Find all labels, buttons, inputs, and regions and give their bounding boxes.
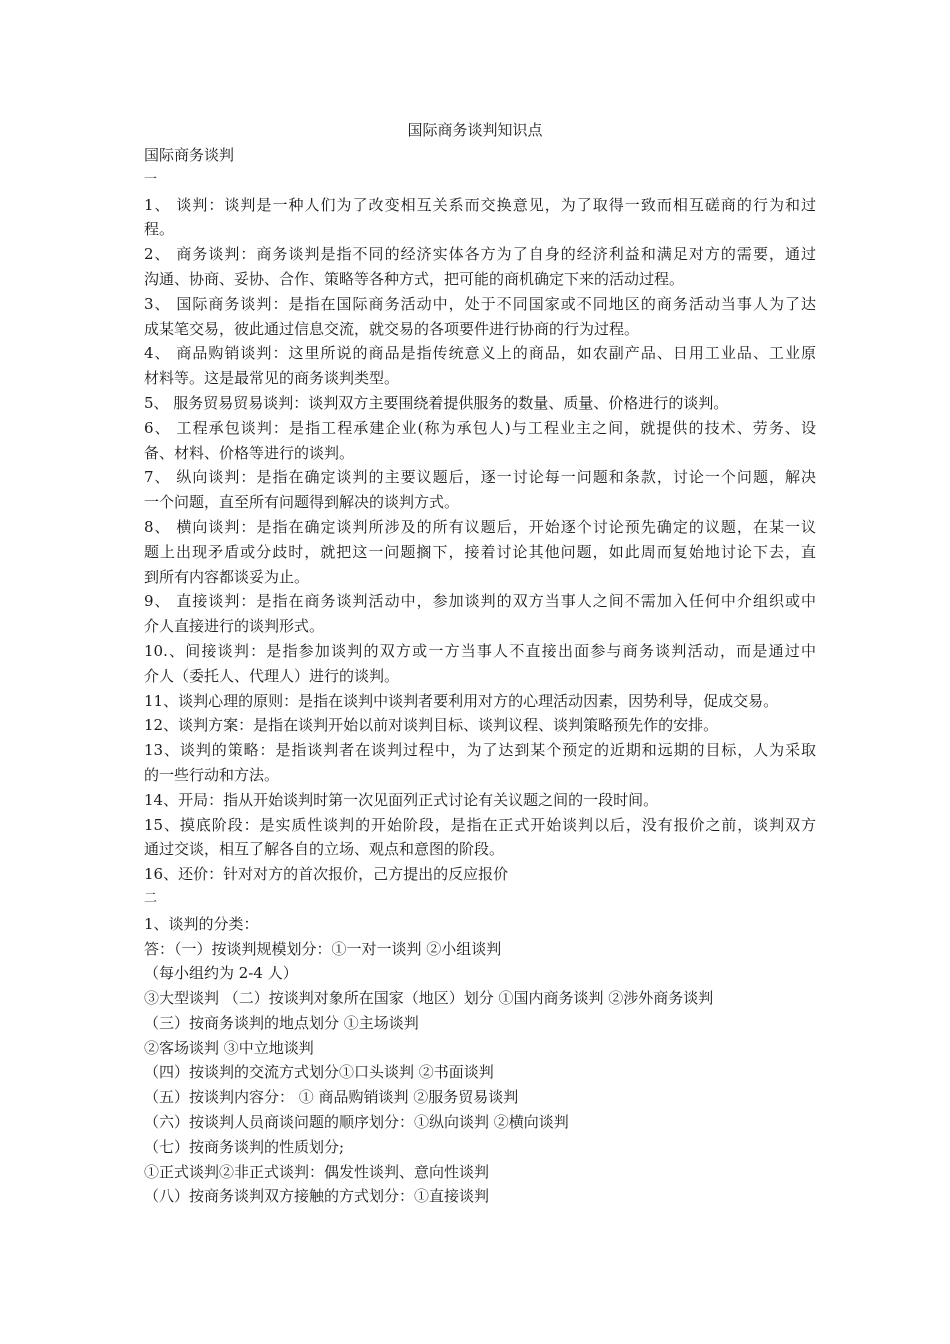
- text-line: 10.、间接谈判：是指参加谈判的双方或一方当事人不直接出面参与商务谈判活动，而是通过中: [144, 641, 816, 660]
- text-line: （四）按谈判的交流方式划分①口头谈判 ②书面谈判: [144, 1063, 494, 1082]
- text-line: 8、 横向谈判：是指在确定谈判所涉及的所有议题后，开始逐个讨论预先确定的议题，在某一议: [144, 517, 816, 536]
- text-line: 通过交谈，相互了解各自的立场、观点和意图的阶段。: [144, 840, 505, 859]
- text-line: 的一些行动和方法。: [144, 765, 280, 784]
- text-line: 到所有内容都谈妥为止。: [144, 567, 310, 586]
- text-line: （五）按谈判内容分： ① 商品购销谈判 ②服务贸易谈判: [144, 1088, 519, 1107]
- text-line: 13、谈判的策略：是指谈判者在谈判过程中，为了达到某个预定的近期和远期的目标，人为采取: [144, 741, 816, 760]
- text-line: 2、 商务谈判：商务谈判是指不同的经济实体各方为了自身的经济利益和满足对方的需要，通过: [144, 245, 816, 264]
- text-line: 题上出现矛盾或分歧时，就把这一问题搁下，接着讨论其他问题，如此周而复始地讨论下去，直: [144, 542, 816, 561]
- text-line: （七）按商务谈判的性质划分;: [144, 1137, 345, 1156]
- text-line: 9、 直接谈判：是指在商务谈判活动中，参加谈判的双方当事人之间不需加入任何中介组织或中: [144, 592, 816, 611]
- document-title: 国际商务谈判知识点: [407, 121, 543, 139]
- text-line: 沟通、协商、妥协、合作、策略等各种方式，把可能的商机确定下来的活动过程。: [144, 269, 685, 288]
- text-line: 介人（委托人、代理人）进行的谈判。: [144, 666, 400, 685]
- text-line: 12、谈判方案：是指在谈判开始以前对谈判目标、谈判议程、谈判策略预先作的安排。: [144, 716, 719, 735]
- text-line: 11、谈判心理的原则：是指在谈判中谈判者要利用对方的心理活动因素，因势利导，促成交易。: [144, 691, 779, 710]
- text-line: 材料等。这是最常见的商务谈判类型。: [144, 369, 400, 388]
- text-line: 备、材料、价格等进行的谈判。: [144, 443, 355, 462]
- text-line: 4、 商品购销谈判：这里所说的商品是指传统意义上的商品，如农副产品、日用工业品、工业原: [144, 344, 816, 363]
- text-line: 答：（一）按谈判规模划分：①一对一谈判 ②小组谈判: [144, 939, 502, 958]
- text-line: 5、 服务贸易贸易谈判：谈判双方主要围绕着提供服务的数量、质量、价格进行的谈判。: [144, 393, 729, 412]
- text-line: 7、 纵向谈判：是指在确定谈判的主要议题后，逐一讨论每一问题和条款，讨论一个问题，解决: [144, 468, 816, 487]
- document-body: [144, 143, 816, 1209]
- text-line: ①正式谈判②非正式谈判：偶发性谈判、意向性谈判: [144, 1162, 490, 1181]
- text-line: 1、 谈判：谈判是一种人们为了改变相互关系而交换意见，为了取得一致而相互磋商的行为和过: [144, 195, 816, 214]
- text-line: ③大型谈判 （二）按谈判对象所在国家（地区）划分 ①国内商务谈判 ②涉外商务谈判: [144, 989, 714, 1008]
- text-line: 6、 工程承包谈判：是指工程承建企业(称为承包人)与工程业主之间，就提供的技术、劳务、设: [144, 418, 816, 437]
- text-line: 16、还价：针对对方的首次报价，己方提出的反应报价: [144, 865, 509, 884]
- text-line: 二: [144, 890, 158, 906]
- text-line: 3、 国际商务谈判：是指在国际商务活动中，处于不同国家或不同地区的商务活动当事人为了达: [144, 294, 816, 313]
- text-line: 14、开局：指从开始谈判时第一次见面列正式讨论有关议题之间的一段时间。: [144, 790, 659, 809]
- text-line: 15、摸底阶段：是实质性谈判的开始阶段，是指在正式开始谈判以后，没有报价之前，谈判双方: [144, 815, 816, 834]
- text-line: 程。: [144, 220, 175, 239]
- text-line: ②客场谈判 ③中立地谈判: [144, 1038, 314, 1057]
- text-line: 1、谈判的分类：: [144, 914, 259, 933]
- text-line: 介人直接进行的谈判形式。: [144, 617, 325, 636]
- text-line: 一个问题，直至所有问题得到解决的谈判方式。: [144, 493, 460, 512]
- text-line: （三）按商务谈判的地点划分 ①主场谈判: [144, 1013, 419, 1032]
- text-line: 成某笔交易，彼此通过信息交流，就交易的各项要件进行协商的行为过程。: [144, 319, 640, 338]
- text-line: 一: [144, 171, 158, 187]
- text-line: 国际商务谈判: [144, 146, 235, 164]
- text-line: （八）按商务谈判双方接触的方式划分：①直接谈判: [144, 1187, 490, 1206]
- text-line: （每小组约为 2-4 人）: [144, 964, 298, 983]
- text-line: （六）按谈判人员商谈问题的顺序划分：①纵向谈判 ②横向谈判: [144, 1113, 569, 1132]
